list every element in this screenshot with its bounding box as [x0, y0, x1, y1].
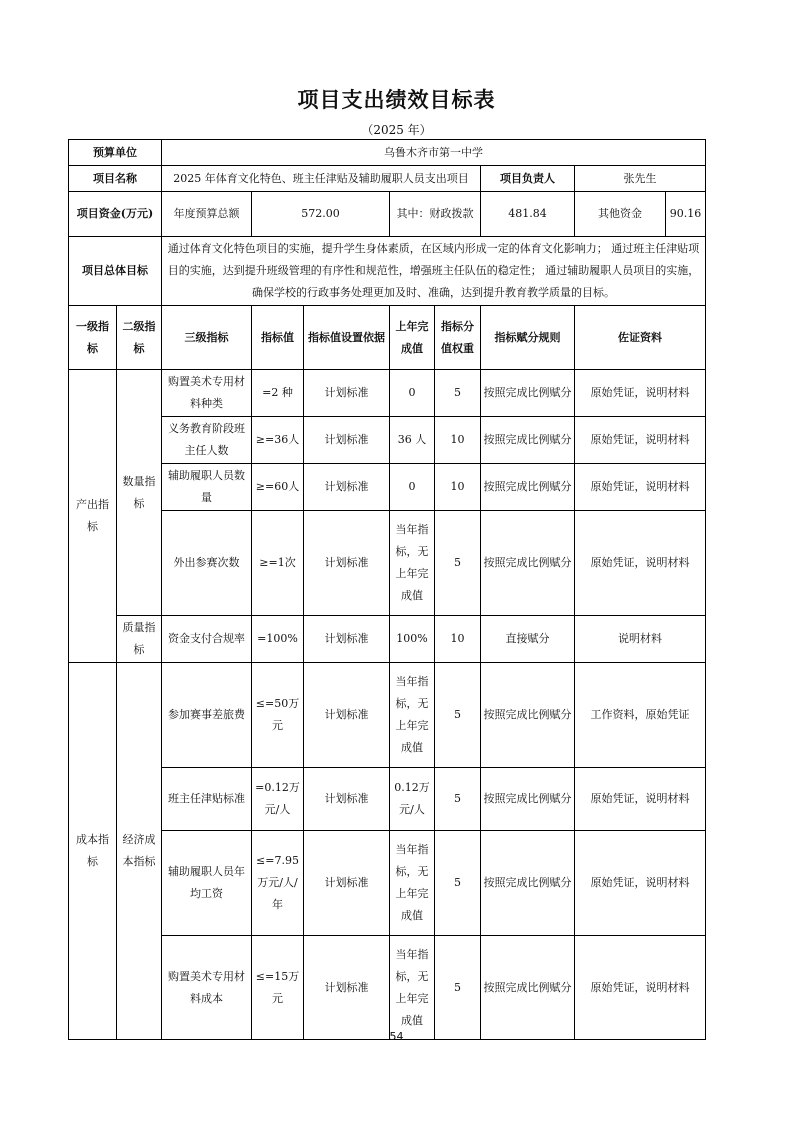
- row-basis: 计划标准: [304, 768, 390, 831]
- overall-goal-text: 通过体育文化特色项目的实施，提升学生身体素质，在区域内形成一定的体育文化影响力； 通过班主任津贴项目的实施，达到提升班级管理的有序性和规范性，增强班主任队伍的稳定性； 通过辅助履职人员项目的实施，确保学校的行政事务处理更加及时、准确，达到提升教育教学质量的目标。: [162, 237, 706, 306]
- header-level2: 二级指标: [117, 306, 162, 370]
- group-output: 产出指标: [69, 370, 117, 663]
- group-economic-cost: 经济成本指标: [117, 663, 162, 1040]
- row-name: 辅助履职人员年均工资: [162, 831, 252, 936]
- group-cost: 成本指标: [69, 663, 117, 1040]
- page-number: 54: [389, 1030, 404, 1043]
- row-value: =0.12万元/人: [252, 768, 304, 831]
- row-value: ≤=15万元: [252, 936, 304, 1040]
- row-rule: 按照完成比例赋分: [481, 370, 575, 417]
- row-value: ≥=36人: [252, 417, 304, 464]
- row-value: ≤=7.95万元/人/年: [252, 831, 304, 936]
- row-last-year: 当年指标，无上年完成值: [390, 663, 435, 768]
- row-value: =100%: [252, 616, 304, 663]
- performance-table: [68, 139, 706, 1040]
- row-name: 资金支付合规率: [162, 616, 252, 663]
- row-weight: 5: [435, 663, 481, 768]
- row-name: 外出参赛次数: [162, 511, 252, 616]
- year-label: （2025 年）: [361, 123, 432, 137]
- group-quantity: 数量指标: [117, 370, 162, 616]
- annual-budget-value: 572.00: [252, 192, 390, 237]
- row-rule: 按照完成比例赋分: [481, 464, 575, 511]
- table-row: [69, 936, 706, 1040]
- row-rule: 直接赋分: [481, 616, 575, 663]
- row-basis: 计划标准: [304, 616, 390, 663]
- row-evidence: 原始凭证，说明材料: [575, 936, 706, 1040]
- row-last-year: 36 人: [390, 417, 435, 464]
- row-weight: 10: [435, 616, 481, 663]
- row-weight: 5: [435, 831, 481, 936]
- project-leader-label: 项目负责人: [481, 166, 575, 192]
- row-evidence: 说明材料: [575, 616, 706, 663]
- row-weight: 10: [435, 417, 481, 464]
- row-basis: 计划标准: [304, 464, 390, 511]
- header-basis: 指标值设置依据: [304, 306, 390, 370]
- header-value: 指标值: [252, 306, 304, 370]
- row-evidence: 原始凭证，说明材料: [575, 370, 706, 417]
- row-weight: 5: [435, 370, 481, 417]
- table-row: [69, 768, 706, 831]
- row-name: 班主任津贴标准: [162, 768, 252, 831]
- table-row: [69, 370, 706, 417]
- annual-budget-label: 年度预算总额: [162, 192, 252, 237]
- row-evidence: 原始凭证，说明材料: [575, 464, 706, 511]
- overall-goal-label: 项目总体目标: [69, 237, 162, 306]
- row-weight: 5: [435, 768, 481, 831]
- table-row: [69, 831, 706, 936]
- header-last-year: 上年完成值: [390, 306, 435, 370]
- project-name-value: 2025 年体育文化特色、班主任津贴及辅助履职人员支出项目: [162, 166, 481, 192]
- row-name: 义务教育阶段班主任人数: [162, 417, 252, 464]
- row-evidence: 原始凭证，说明材料: [575, 831, 706, 936]
- row-value: =2 种: [252, 370, 304, 417]
- fiscal-allocation-value: 481.84: [481, 192, 575, 237]
- row-weight: 5: [435, 936, 481, 1040]
- row-basis: 计划标准: [304, 370, 390, 417]
- row-basis: 计划标准: [304, 936, 390, 1040]
- row-value: ≤=50万元: [252, 663, 304, 768]
- row-rule: 按照完成比例赋分: [481, 936, 575, 1040]
- table-row: [69, 616, 706, 663]
- row-last-year: 0: [390, 464, 435, 511]
- header-level1: 一级指标: [69, 306, 117, 370]
- fiscal-allocation-label: 其中：财政拨款: [390, 192, 481, 237]
- row-last-year: 0: [390, 370, 435, 417]
- table-row: [69, 464, 706, 511]
- budget-unit-value: 乌鲁木齐市第一中学: [162, 140, 706, 166]
- row-name: 参加赛事差旅费: [162, 663, 252, 768]
- row-rule: 按照完成比例赋分: [481, 831, 575, 936]
- row-basis: 计划标准: [304, 831, 390, 936]
- row-name: 购置美术专用材料种类: [162, 370, 252, 417]
- project-funds-label: 项目资金(万元): [69, 192, 162, 237]
- table-row: [69, 417, 706, 464]
- row-name: 购置美术专用材料成本: [162, 936, 252, 1040]
- header-level3: 三级指标: [162, 306, 252, 370]
- budget-unit-label: 预算单位: [69, 140, 162, 166]
- page-title: 项目支出绩效目标表: [297, 88, 496, 112]
- row-last-year: 当年指标，无上年完成值: [390, 936, 435, 1040]
- row-last-year: 当年指标，无上年完成值: [390, 511, 435, 616]
- row-evidence: 原始凭证，说明材料: [575, 417, 706, 464]
- other-funds-value: 90.16: [666, 192, 706, 237]
- other-funds-label: 其他资金: [575, 192, 666, 237]
- row-value: ≥=1次: [252, 511, 304, 616]
- row-basis: 计划标准: [304, 663, 390, 768]
- group-quality: 质量指标: [117, 616, 162, 663]
- row-weight: 10: [435, 464, 481, 511]
- row-last-year: 100%: [390, 616, 435, 663]
- row-last-year: 0.12万元/人: [390, 768, 435, 831]
- project-leader-value: 张先生: [575, 166, 706, 192]
- table-row: [69, 511, 706, 616]
- row-name: 辅助履职人员数量: [162, 464, 252, 511]
- row-weight: 5: [435, 511, 481, 616]
- row-value: ≥=60人: [252, 464, 304, 511]
- row-rule: 按照完成比例赋分: [481, 663, 575, 768]
- row-last-year: 当年指标，无上年完成值: [390, 831, 435, 936]
- row-rule: 按照完成比例赋分: [481, 511, 575, 616]
- row-evidence: 原始凭证，说明材料: [575, 511, 706, 616]
- row-evidence: 工作资料，原始凭证: [575, 663, 706, 768]
- row-rule: 按照完成比例赋分: [481, 417, 575, 464]
- table-row: [69, 663, 706, 768]
- row-rule: 按照完成比例赋分: [481, 768, 575, 831]
- row-basis: 计划标准: [304, 511, 390, 616]
- header-evidence: 佐证资料: [575, 306, 706, 370]
- project-name-label: 项目名称: [69, 166, 162, 192]
- row-evidence: 原始凭证，说明材料: [575, 768, 706, 831]
- header-weight: 指标分值权重: [435, 306, 481, 370]
- header-rule: 指标赋分规则: [481, 306, 575, 370]
- row-basis: 计划标准: [304, 417, 390, 464]
